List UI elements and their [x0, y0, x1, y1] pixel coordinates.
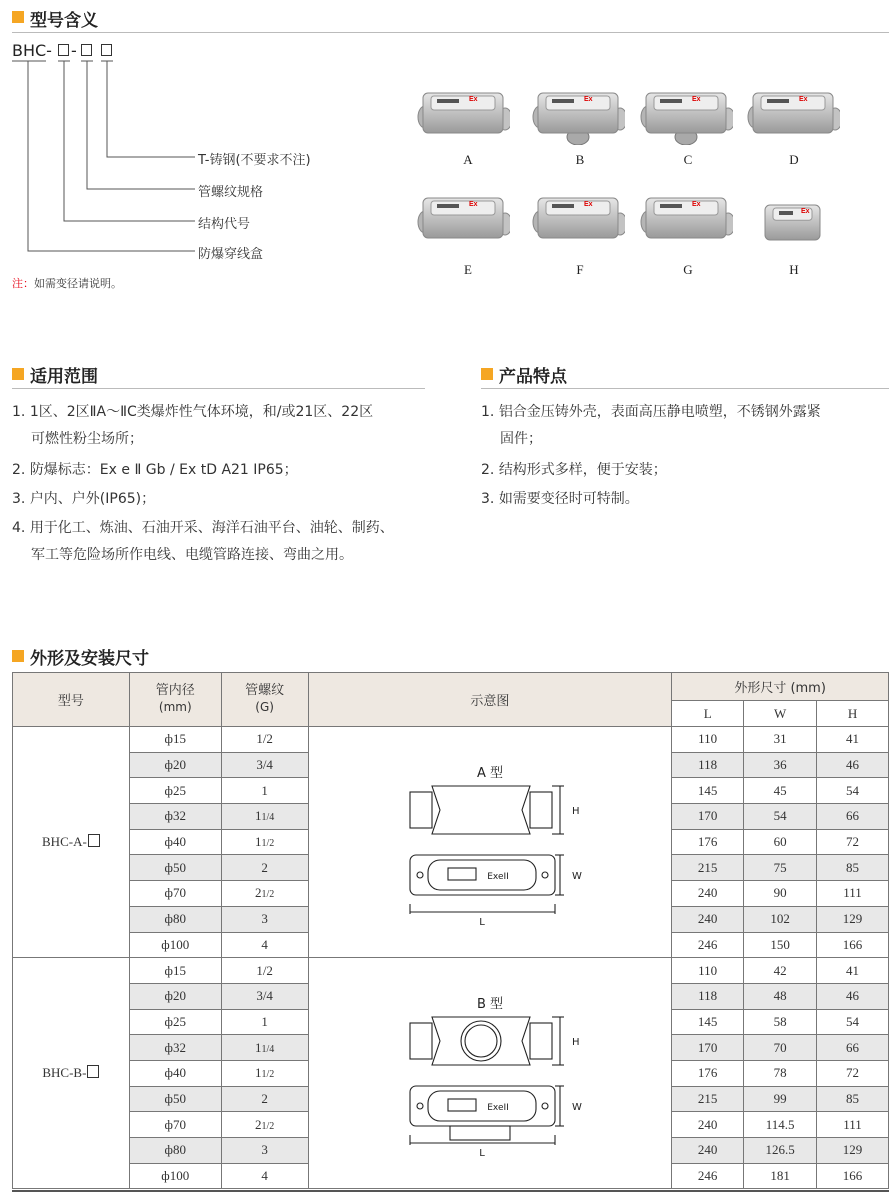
ex-badge: Ex [801, 208, 810, 215]
legend-steel: T-铸钢(不要求不注) [198, 153, 311, 168]
cell-diameter: ф32 [129, 804, 221, 830]
header-H: H [817, 701, 889, 727]
cell-H: 72 [817, 829, 889, 855]
dimension-table [12, 672, 889, 1189]
cell-L: 246 [672, 932, 744, 958]
sketch-label-l: L [479, 917, 485, 929]
cell-L: 176 [672, 1060, 744, 1086]
table-row [13, 958, 889, 984]
cell-thread: 4 [221, 1163, 308, 1189]
cell-W: 78 [744, 1060, 817, 1086]
cell-W: 181 [744, 1163, 817, 1189]
cell-diameter: ф50 [129, 1086, 221, 1112]
section-title-model: 型号含义 [30, 11, 98, 31]
cell-W: 90 [744, 881, 817, 907]
cell-L: 118 [672, 752, 744, 778]
sketch-drawing [390, 983, 590, 1163]
cell-H: 85 [817, 855, 889, 881]
header-L: L [672, 701, 744, 727]
cell-H: 41 [817, 727, 889, 753]
header-thread: 管螺纹 (G) [221, 673, 308, 727]
cell-L: 240 [672, 881, 744, 907]
cell-diameter: ф80 [129, 906, 221, 932]
cell-H: 66 [817, 804, 889, 830]
code-separator: - [71, 41, 77, 60]
sketch-label-h: H [571, 806, 580, 818]
model-code-box [88, 834, 100, 847]
cell-L: 110 [672, 727, 744, 753]
cell-thread: 2 [221, 855, 308, 881]
product-label-c: C [683, 152, 693, 167]
note-text: 如需变径请说明。 [34, 277, 122, 290]
cell-W: 42 [744, 958, 817, 984]
cell-thread: 11/4 [221, 804, 308, 830]
sketch-label-w: W [571, 871, 582, 883]
cell-thread: 11/2 [221, 829, 308, 855]
divider [481, 388, 889, 389]
cell-L: 176 [672, 829, 744, 855]
model-cell [13, 958, 130, 1189]
ex-badge: Ex [584, 201, 593, 208]
product-label-d: D [789, 152, 799, 167]
cell-W: 102 [744, 906, 817, 932]
cell-thread: 3/4 [221, 983, 308, 1009]
cell-W: 114.5 [744, 1112, 817, 1138]
product-photo-f [530, 190, 625, 250]
cell-H: 129 [817, 906, 889, 932]
cell-diameter: ф40 [129, 829, 221, 855]
header-sketch: 示意图 [308, 673, 672, 727]
feature-item-3: 3. 如需要变径时可特制。 [481, 491, 639, 507]
cell-thread: 21/2 [221, 1112, 308, 1138]
product-label-b: B [575, 152, 585, 167]
cell-L: 240 [672, 906, 744, 932]
scope-item-1: 1. 1区、2区ⅡA～ⅡC类爆炸性气体环境，和/或21区、22区 可燃性粉尘场所； [12, 404, 374, 447]
sketch-title: B 型 [476, 997, 503, 1013]
ex-badge: Ex [584, 96, 593, 103]
cell-thread: 11/4 [221, 1035, 308, 1061]
cell-W: 54 [744, 804, 817, 830]
ex-badge: Ex [469, 96, 478, 103]
product-label-e: E [464, 262, 472, 277]
cell-diameter: ф50 [129, 855, 221, 881]
cell-H: 129 [817, 1138, 889, 1164]
cell-thread: 1/2 [221, 958, 308, 984]
feature-item-1: 1. 铝合金压铸外壳，表面高压静电喷塑，不锈钢外露紧 固件； [481, 404, 821, 447]
model-code-box [87, 1065, 99, 1078]
model-cell [13, 727, 130, 958]
scope-item-4: 4. 用于化工、炼油、石油开采、海洋石油平台、油轮、制药、 军工等危险场所作电线、电缆管路连接、弯曲之用。 [12, 520, 394, 563]
cell-diameter: ф100 [129, 1163, 221, 1189]
model-code-prefix: BHC- [12, 41, 52, 60]
cell-thread: 1 [221, 778, 308, 804]
cell-L: 215 [672, 1086, 744, 1112]
cell-thread: 1/2 [221, 727, 308, 753]
scope-item-3: 3. 户内、户外(IP65)； [12, 491, 156, 507]
cell-L: 118 [672, 983, 744, 1009]
sketch-title: A 型 [476, 766, 503, 782]
feature-item-2: 2. 结构形式多样，便于安装； [481, 462, 667, 478]
cell-thread: 3/4 [221, 752, 308, 778]
header-diameter: 管内径 (mm) [129, 673, 221, 727]
cell-W: 60 [744, 829, 817, 855]
cell-diameter: ф15 [129, 958, 221, 984]
sketch-label-w: W [571, 1102, 582, 1114]
cell-diameter: ф70 [129, 1112, 221, 1138]
sketch-exe-text: ExeII [487, 1103, 509, 1114]
product-photo-h [745, 190, 840, 250]
cell-W: 45 [744, 778, 817, 804]
header-model: 型号 [13, 673, 130, 727]
product-photo-e [415, 190, 510, 250]
cell-H: 72 [817, 1060, 889, 1086]
cell-W: 75 [744, 855, 817, 881]
divider [12, 388, 425, 389]
cell-W: 48 [744, 983, 817, 1009]
cell-thread: 21/2 [221, 881, 308, 907]
cell-H: 85 [817, 1086, 889, 1112]
ex-badge: Ex [799, 96, 808, 103]
sketch-cell [308, 727, 672, 958]
cell-thread: 2 [221, 1086, 308, 1112]
cell-W: 58 [744, 1009, 817, 1035]
product-label-a: A [463, 152, 473, 167]
sketch-exe-text: ExeII [487, 872, 509, 883]
scope-item-2: 2. 防爆标志：Ex e Ⅱ Gb / Ex tD A21 IP65； [12, 462, 298, 478]
cell-W: 36 [744, 752, 817, 778]
cell-W: 150 [744, 932, 817, 958]
cell-L: 240 [672, 1112, 744, 1138]
sketch-cell [308, 958, 672, 1189]
model-name: BHC-B- [42, 1065, 87, 1081]
cell-L: 246 [672, 1163, 744, 1189]
cell-L: 145 [672, 778, 744, 804]
ex-badge: Ex [692, 96, 701, 103]
sketch-label-h: H [571, 1037, 580, 1049]
product-photo-c [638, 85, 733, 145]
cell-W: 126.5 [744, 1138, 817, 1164]
section-title-features: 产品特点 [499, 367, 567, 387]
cell-diameter: ф20 [129, 752, 221, 778]
header-dims: 外形尺寸 (mm) [672, 673, 889, 701]
table-row [13, 727, 889, 753]
legend-structure: 结构代号 [198, 217, 251, 232]
cell-diameter: ф25 [129, 778, 221, 804]
cell-diameter: ф25 [129, 1009, 221, 1035]
section-marker [12, 368, 24, 380]
model-name: BHC-A- [42, 834, 87, 850]
cell-thread: 4 [221, 932, 308, 958]
cell-H: 54 [817, 778, 889, 804]
cell-thread: 1 [221, 1009, 308, 1035]
legend-box: 防爆穿线盒 [198, 247, 264, 262]
sketch-drawing [390, 752, 590, 932]
section-title-dims: 外形及安装尺寸 [30, 649, 149, 669]
section-marker [12, 650, 24, 662]
cell-L: 215 [672, 855, 744, 881]
product-photo-a [415, 85, 510, 145]
cell-L: 170 [672, 1035, 744, 1061]
cell-diameter: ф70 [129, 881, 221, 907]
cell-L: 145 [672, 1009, 744, 1035]
cell-diameter: ф20 [129, 983, 221, 1009]
legend-thread: 管螺纹规格 [198, 185, 264, 200]
cell-thread: 3 [221, 906, 308, 932]
section-title-scope: 适用范围 [30, 367, 98, 387]
cell-W: 70 [744, 1035, 817, 1061]
cell-H: 46 [817, 983, 889, 1009]
cell-H: 54 [817, 1009, 889, 1035]
cell-H: 111 [817, 881, 889, 907]
cell-diameter: ф40 [129, 1060, 221, 1086]
table-bottom-rule [12, 1190, 889, 1192]
cell-W: 31 [744, 727, 817, 753]
model-code-leader-lines [0, 0, 220, 270]
note-label: 注： [12, 277, 34, 290]
cell-H: 166 [817, 932, 889, 958]
cell-H: 166 [817, 1163, 889, 1189]
cell-diameter: ф15 [129, 727, 221, 753]
product-photo-b [530, 85, 625, 145]
cell-L: 170 [672, 804, 744, 830]
product-label-g: G [683, 262, 693, 277]
product-label-f: F [576, 262, 584, 277]
note [12, 275, 122, 291]
sketch-label-l: L [479, 1148, 485, 1160]
cell-H: 111 [817, 1112, 889, 1138]
ex-badge: Ex [692, 201, 701, 208]
cell-H: 46 [817, 752, 889, 778]
cell-thread: 11/2 [221, 1060, 308, 1086]
header-W: W [744, 701, 817, 727]
cell-diameter: ф32 [129, 1035, 221, 1061]
cell-L: 240 [672, 1138, 744, 1164]
product-photo-d [745, 85, 840, 145]
cell-diameter: ф80 [129, 1138, 221, 1164]
cell-H: 41 [817, 958, 889, 984]
ex-badge: Ex [469, 201, 478, 208]
cell-diameter: ф100 [129, 932, 221, 958]
product-label-h: H [789, 262, 799, 277]
section-marker [481, 368, 493, 380]
product-photo-g [638, 190, 733, 250]
cell-thread: 3 [221, 1138, 308, 1164]
cell-W: 99 [744, 1086, 817, 1112]
cell-H: 66 [817, 1035, 889, 1061]
cell-L: 110 [672, 958, 744, 984]
